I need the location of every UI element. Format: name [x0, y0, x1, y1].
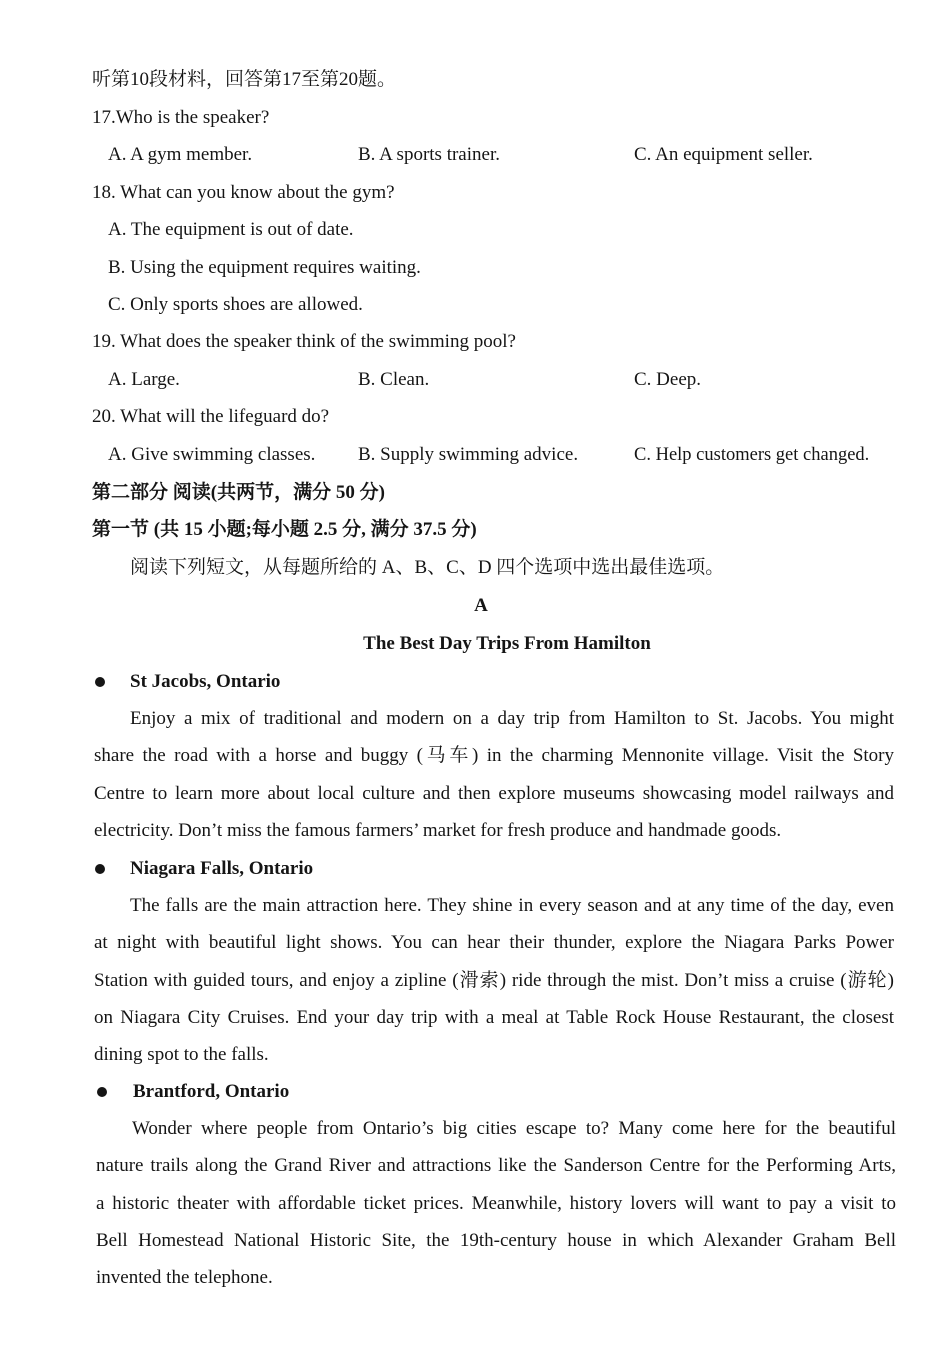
- bullet-icon: [97, 1087, 107, 1097]
- paragraph-line: share the road with a horse and buggy (马车) in the charming Mennonite village. Visit the Story: [94, 745, 894, 767]
- place-heading-brantford: Brantford, Ontario: [133, 1081, 290, 1102]
- place-paragraph-niagara-falls: [94, 887, 894, 1073]
- passage-title: The Best Day Trips From Hamilton: [363, 633, 651, 654]
- place-heading-st-jacobs: St Jacobs, Ontario: [130, 671, 281, 692]
- paragraph-line: Enjoy a mix of traditional and modern on a day trip from Hamilton to St. Jacobs. You might: [130, 708, 894, 729]
- question-17-option-a: A. A gym member.: [108, 144, 253, 165]
- paragraph-line: at night with beautiful light shows. You can hear their thunder, explore the Niagara Parks Power: [94, 932, 894, 954]
- question-20-options: [108, 443, 898, 467]
- question-18-option-a: A. The equipment is out of date.: [108, 219, 354, 240]
- question-17-stem: 17.Who is the speaker?: [92, 107, 270, 128]
- question-17-option-c: C. An equipment seller.: [634, 144, 813, 165]
- question-17-option-b: B. A sports trainer.: [358, 144, 500, 165]
- paragraph-line: dining spot to the falls.: [94, 1044, 269, 1066]
- paragraph-line: electricity. Don’t miss the famous farmers’ market for fresh produce and handmade goods.: [94, 819, 782, 841]
- paragraph-line: nature trails along the Grand River and attractions like the Sanderson Centre for the Performing Arts,: [96, 1155, 896, 1177]
- paragraph-line: The falls are the main attraction here. They shine in every season and at any time of the day, even: [130, 895, 894, 916]
- question-18-option-b: B. Using the equipment requires waiting.: [108, 257, 421, 278]
- place-paragraph-st-jacobs: [94, 700, 894, 849]
- question-19-option-a: A. Large.: [108, 369, 180, 390]
- reading-section-title: 第一节 (共 15 小题;每小题 2.5 分, 满分 37.5 分): [92, 519, 477, 540]
- question-19-options: [108, 368, 898, 392]
- reading-instruction: 阅读下列短文，从每题所给的 A、B、C、D 四个选项中选出最佳选项。: [130, 557, 725, 578]
- bullet-icon: [95, 864, 105, 874]
- question-19-option-c: C. Deep.: [634, 369, 702, 390]
- listening-section-intro: 听第10段材料，回答第17至第20题。: [92, 69, 397, 90]
- passage-letter: A: [474, 595, 488, 616]
- paragraph-line: Wonder where people from Ontario’s big cities escape to? Many come here for the beautiful: [132, 1118, 896, 1139]
- paragraph-line: Station with guided tours, and enjoy a zipline (滑索) ride through the mist. Don’t miss a cruise (游轮): [94, 969, 894, 991]
- place-heading-niagara-falls: Niagara Falls, Ontario: [130, 858, 314, 879]
- paragraph-line: a historic theater with affordable ticket prices. Meanwhile, history lovers will want to pay a visit to: [96, 1192, 896, 1214]
- question-17-options: [108, 143, 898, 167]
- paragraph-line: on Niagara City Cruises. End your day trip with a meal at Table Rock House Restaurant, the closest: [94, 1006, 894, 1028]
- bullet-icon: [95, 677, 105, 687]
- question-20-option-c: C. Help customers get changed.: [634, 445, 870, 465]
- paragraph-line: Bell Homestead National Historic Site, the 19th-century house in which Alexander Graham Bell: [96, 1229, 896, 1251]
- paragraph-line: invented the telephone.: [96, 1267, 273, 1289]
- question-20-stem: 20. What will the lifeguard do?: [92, 406, 330, 427]
- reading-part-title: 第二部分 阅读(共两节，满分 50 分): [92, 482, 385, 503]
- place-paragraph-brantford: [96, 1110, 896, 1296]
- question-20-option-b: B. Supply swimming advice.: [358, 444, 579, 465]
- question-19-stem: 19. What does the speaker think of the swimming pool?: [92, 331, 516, 352]
- question-19-option-b: B. Clean.: [358, 369, 430, 390]
- paragraph-line: Centre to learn more about local culture and then explore museums showcasing model railways and: [94, 782, 894, 804]
- question-20-option-a: A. Give swimming classes.: [108, 444, 316, 465]
- question-18-stem: 18. What can you know about the gym?: [92, 182, 395, 203]
- question-18-option-c: C. Only sports shoes are allowed.: [108, 294, 363, 315]
